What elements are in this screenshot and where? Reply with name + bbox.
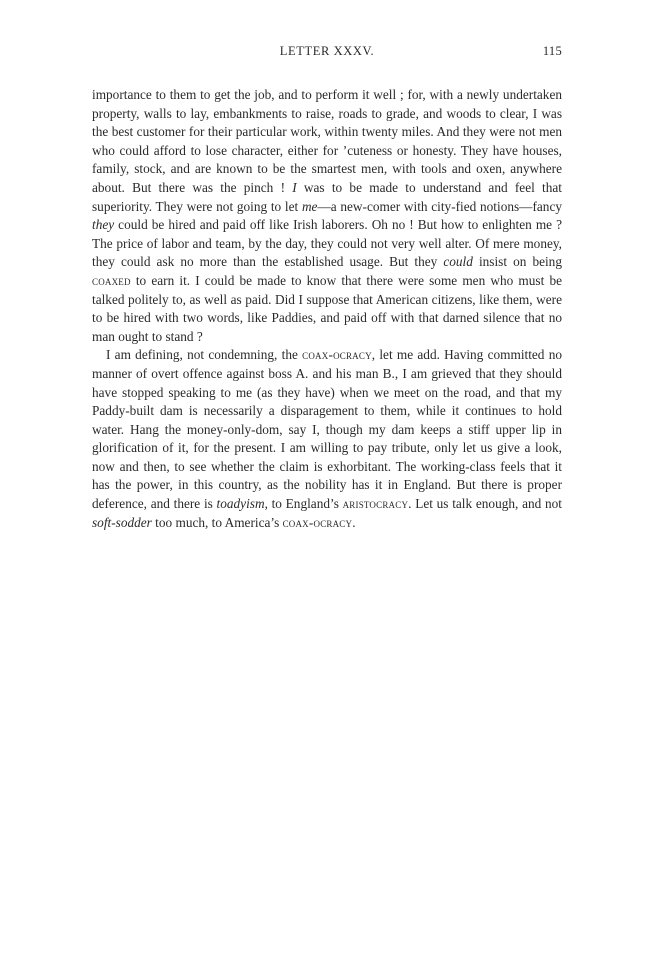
emphasis-they: they (92, 217, 115, 233)
running-head (92, 44, 562, 64)
paragraph-1-text: —a new-comer with city-fied notions—fancy (317, 198, 562, 214)
emphasis-i: I (292, 179, 297, 195)
paragraph-1-text: was to be made to understand and feel that superiority. They were not going to let (92, 179, 562, 214)
emphasis-could: could (443, 254, 473, 270)
small-caps-coaxed: coaxed (92, 272, 131, 288)
emphasis-toadyism: toadyism (216, 496, 265, 512)
paragraph-1-text: importance to them to get the job, and to perform it well ; for, with a newly undertaken property, walls to lay, embankments to raise, roads to grade, and woods to clear, I was the best customer for their particular work, within twenty miles. And they were not men who could afford to lose character, either for ’cuteness or honesty. They have houses, family, stock, and are known to be the smartest men, with tools and oxen, anywhere about. But there was the pinch ! (92, 87, 562, 195)
emphasis-soft-sodder: soft-sodder (92, 514, 152, 530)
paragraph-2-text: too much, to America’s (151, 514, 283, 530)
paragraph-2-text: , let me add. Having committed no manner of overt offence against boss A. and his man B., I am grieved that they should have stopped speaking to me (as they have) when we meet on the road, and that my Paddy-built dam is necessarily a disparagement to them, while it continues to hold water. Hang the money-only-dom, say I, though my dam keeps a stiff upper lip in glorification of it, for the present. I am willing to pay tribute, only let us give a look, now and then, to see whether the claim is exhorbitant. The working-class feels that it has the power, in this country, as the nobility has it in England. But there is proper deference, and there is (92, 347, 563, 512)
small-caps-coax-ocracy: coax-ocracy (282, 514, 353, 530)
running-title: LETTER XXXV. (279, 44, 375, 58)
body-text (92, 86, 562, 532)
paragraph-2-text: . Let us talk enough, and not (408, 496, 562, 512)
paragraph-1 (92, 86, 562, 346)
paragraph-1-text: to earn it. I could be made to know that there were some men who must be talked politely to, as well as paid. Did I suppose that American citizens, like them, were to be hired with two words, like Paddies, and paid off with that darned silence that no man ought to stand ? (92, 272, 562, 344)
paragraph-1-text: insist on being (472, 254, 562, 270)
emphasis-me: me (301, 198, 318, 214)
paragraph-2 (92, 346, 562, 532)
paragraph-2-text: I am defining, not condemning, the (106, 347, 303, 363)
paragraph-2-text: . (352, 514, 356, 530)
paragraph-1-text: could be hired and paid off like Irish laborers. Oh no ! But how to enlighten me ? The price of labor and team, by the day, they could not very well alter. Of mere money, they could ask no more than the established usage. But they (92, 217, 562, 270)
small-caps-aristocracy: aristocracy (342, 496, 409, 512)
small-caps-coax-ocracy: coax-ocracy (302, 347, 372, 363)
paragraph-2-text: , to England’s (264, 496, 343, 512)
page-number: 115 (542, 44, 562, 58)
